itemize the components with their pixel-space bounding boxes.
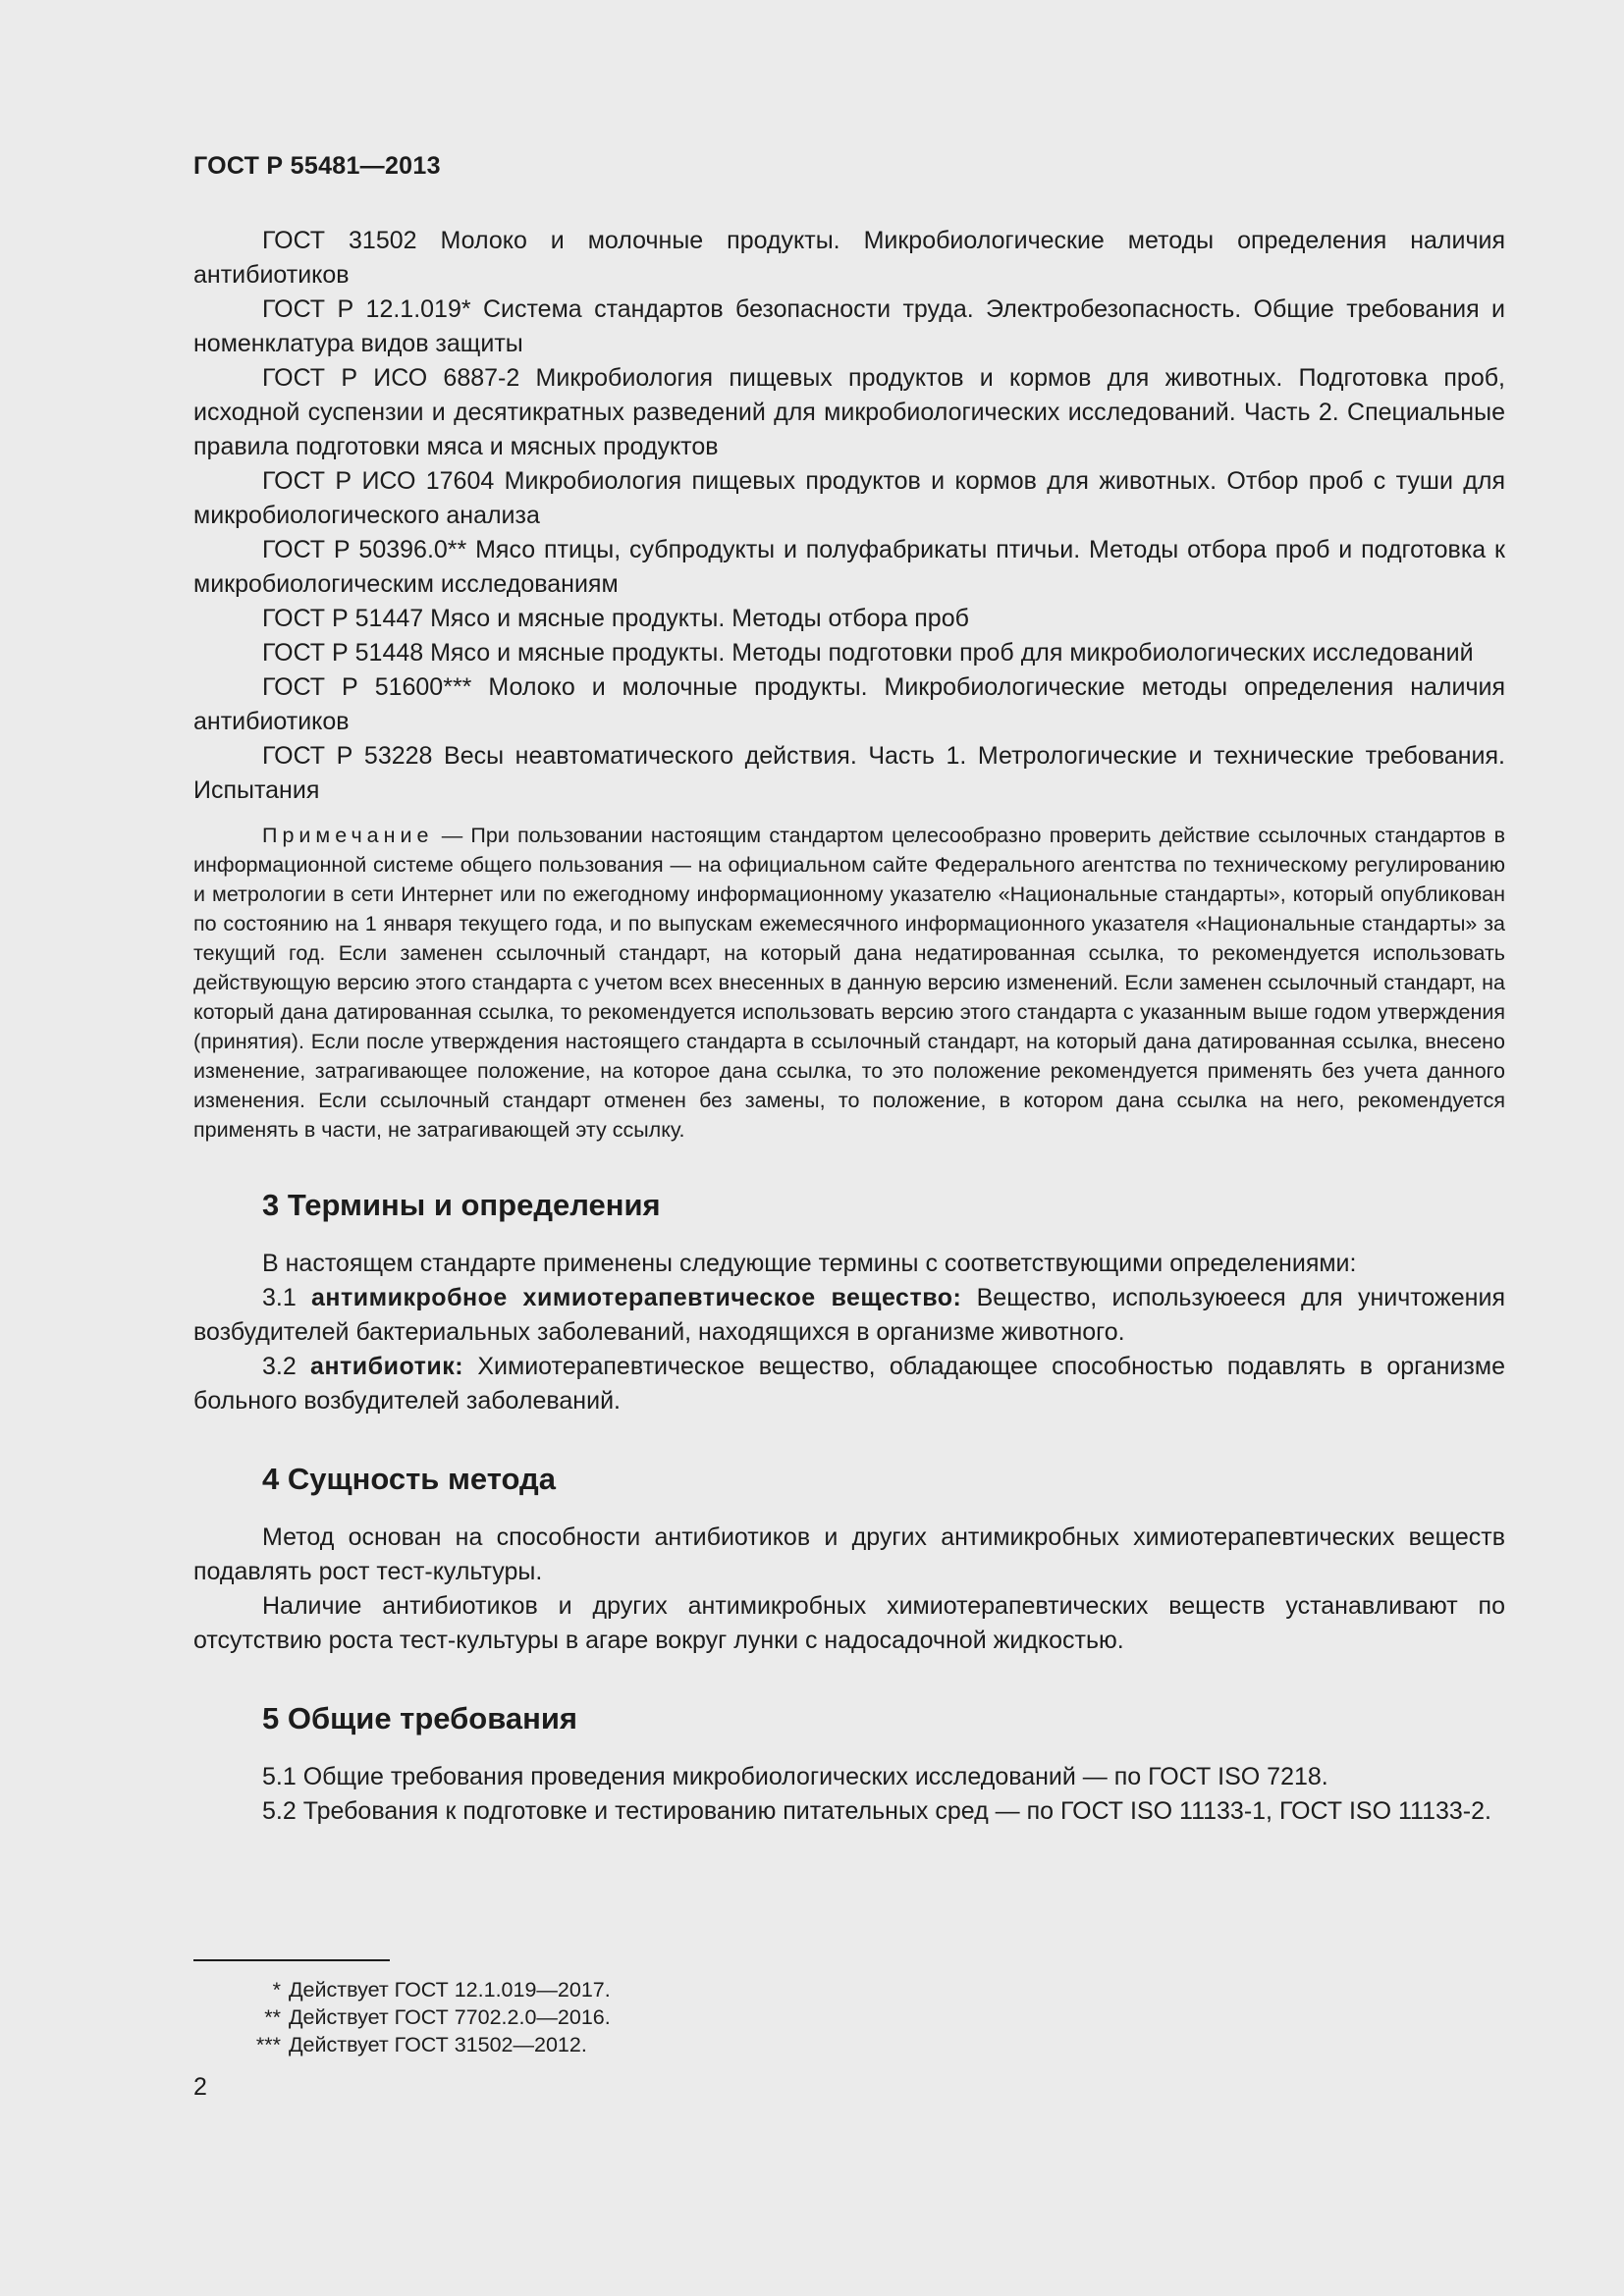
term-text: Химиотерапевтическое вещество, обладающее способностью подавлять в организме больного возбудителей заболеваний. (193, 1353, 1505, 1415)
reference-item: ГОСТ Р 51600*** Молоко и молочные продукты. Микробиологические методы определения наличия антибиотиков (193, 673, 1505, 735)
section-5-paragraph: 5.1 Общие требования проведения микробиологических исследований — по ГОСТ ISO 7218. (262, 1763, 1328, 1790)
page-number: 2 (193, 2073, 207, 2101)
document-page (193, 0, 1505, 2296)
reference-item: ГОСТ Р 51448 Мясо и мясные продукты. Методы подготовки проб для микробиологических исследований (262, 639, 1474, 667)
term-definition (193, 1350, 1505, 1418)
reference-item: ГОСТ Р 12.1.019* Система стандартов безопасности труда. Электробезопасность. Общие требования и номенклатура видов защиты (193, 295, 1505, 357)
footnote-item (193, 2003, 611, 2031)
section-4-title: 4 Сущность метода (262, 1462, 556, 1496)
footnote-mark: * (272, 1978, 281, 2002)
footnote-text: Действует ГОСТ 12.1.019—2017. (289, 1978, 611, 2002)
term-definition (193, 1281, 1505, 1350)
term-name: антибиотик: (310, 1353, 464, 1380)
footnote-text: Действует ГОСТ 7702.2.0—2016. (289, 2005, 611, 2029)
section-5-title: 5 Общие требования (262, 1701, 577, 1735)
reference-item: ГОСТ Р 53228 Весы неавтоматического действия. Часть 1. Метрологические и технические требования. Испытания (193, 742, 1505, 804)
footnote-mark: ** (264, 2005, 281, 2029)
footnote-text: Действует ГОСТ 31502—2012. (289, 2033, 587, 2056)
term-text: Вещество, используюееся для уничтожения возбудителей бактериальных заболеваний, находящихся в организме животного. (193, 1284, 1505, 1346)
section-3-title: 3 Термины и определения (262, 1188, 661, 1222)
footnote-mark: *** (255, 2033, 281, 2056)
reference-item: ГОСТ Р 50396.0** Мясо птицы, субпродукты и полуфабрикаты птичьи. Методы отбора проб и подготовка к микробиологическим исследованиям (193, 536, 1505, 598)
term-number: 3.2 (262, 1353, 311, 1380)
section-4-paragraph: Метод основан на способности антибиотиков и других антимикробных химиотерапевтических веществ подавлять рост тест-культуры. (193, 1523, 1505, 1585)
note-text: — При пользовании настоящим стандартом целесообразно проверить действие ссылочных стандартов в информационной системе общего пользования — на официальном сайте Федерального агентства по техническому регулированию и метрологии в сети Интернет или по ежегодному информационному указателю «Национальные стандарты», который опубликован по состоянию на 1 января текущего года, и по выпускам ежемесячного информационного указателя «Национальные стандарты» за текущий год. Если заменен ссылочный стандарт, на который дана недатированная ссылка, то рекомендуется использовать действующую версию этого стандарта с учетом всех внесенных в данную версию изменений. Если заменен ссылочный стандарт, на который дана датированная ссылка, то рекомендуется использовать версию этого стандарта с указанным выше годом утверждения (принятия). Если после утверждения настоящего стандарта в ссылочный стандарт, на который дана датированная ссылка, внесено изменение, затрагивающее положение, на которое дана ссылка, то это положение рекомендуется применять без учета данного изменения. Если ссылочный стандарт отменен без замены, то положение, в котором дана ссылка на него, рекомендуется применять в части, не затрагивающей эту ссылку. (193, 824, 1505, 1142)
document-header: ГОСТ Р 55481—2013 (193, 152, 441, 180)
reference-item: ГОСТ Р ИСО 17604 Микробиология пищевых продуктов и кормов для животных. Отбор проб с туши для микробиологического анализа (193, 467, 1505, 529)
footnote-item (193, 2031, 611, 2058)
document-body (193, 224, 1505, 1829)
section-3-intro: В настоящем стандарте применены следующие термины с соответствующими определениями: (262, 1250, 1357, 1277)
term-number: 3.1 (262, 1284, 312, 1311)
reference-note (193, 821, 1505, 1145)
section-4-paragraph: Наличие антибиотиков и других антимикробных химиотерапевтических веществ устанавливают по отсутствию роста тест-культуры в агаре вокруг лунки с надосадочной жидкостью. (193, 1592, 1505, 1654)
footnote-divider (193, 1959, 390, 1961)
reference-item: ГОСТ Р 51447 Мясо и мясные продукты. Методы отбора проб (262, 605, 969, 632)
reference-item: ГОСТ Р ИСО 6887-2 Микробиология пищевых продуктов и кормов для животных. Подготовка проб, исходной суспензии и десятикратных разведений для микробиологических исследований. Часть 2. Специальные правила подготовки мяса и мясных продуктов (193, 364, 1505, 460)
footnote-item (193, 1976, 611, 2003)
section-5-paragraph: 5.2 Требования к подготовке и тестированию питательных сред — по ГОСТ ISO 11133-1, ГОСТ ISO 11133-2. (262, 1797, 1491, 1825)
note-label: Примечание (262, 824, 434, 847)
term-name: антимикробное химиотерапевтическое вещество: (311, 1284, 962, 1311)
footnotes (193, 1976, 611, 2058)
reference-item: ГОСТ 31502 Молоко и молочные продукты. Микробиологические методы определения наличия антибиотиков (193, 227, 1505, 289)
